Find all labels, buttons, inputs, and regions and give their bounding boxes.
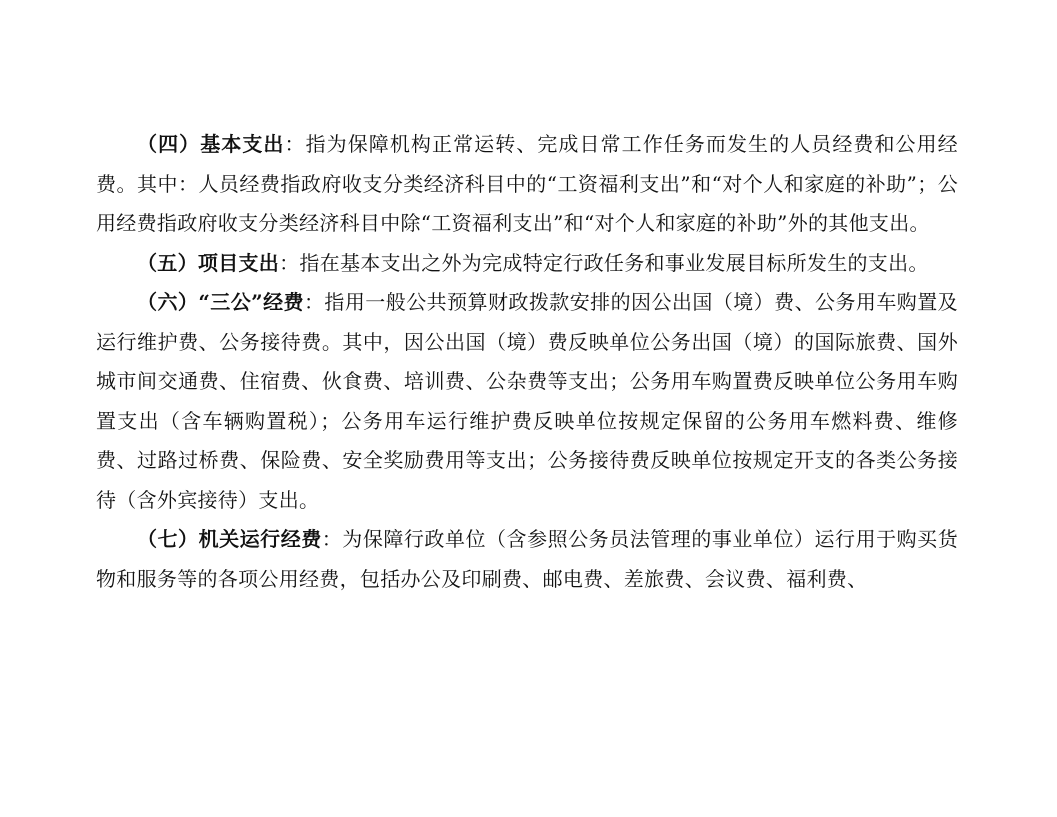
paragraph-text: ：为保障行政单位（含参照公务员法管理的事业单位）运行用于购买货物和服务等的各项公用经费，包括办公及印刷费、邮电费、差旅费、会议费、福利费、 [96,527,958,591]
paragraph-heading: （六）“三公”经费 [137,290,304,314]
document-page [96,125,958,599]
paragraph-heading: （七）机关运行经费 [137,527,322,551]
paragraph-text: ：指为保障机构正常运转、完成日常工作任务而发生的人员经费和公用经费。其中：人员经费指政府收支分类经济科目中的“工资福利支出”和“对个人和家庭的补助”；公用经费指政府收支分类经济科目中除“工资福利支出”和“对个人和家庭的补助”外的其他支出。 [96,132,958,235]
paragraph-text: ：指用一般公共预算财政拨款安排的因公出国（境）费、公务用车购置及运行维护费、公务接待费。其中，因公出国（境）费反映单位公务出国（境）的国际旅费、国外城市间交通费、住宿费、伙食费、培训费、公杂费等支出；公务用车购置费反映单位公务用车购置支出（含车辆购置税）；公务用车运行维护费反映单位按规定保留的公务用车燃料费、维修费、过路过桥费、保险费、安全奖励费用等支出；公务接待费反映单位按规定开支的各类公务接待（含外宾接待）支出。 [96,290,958,512]
paragraph-project-expenditure [96,244,958,284]
paragraph-basic-expenditure [96,125,958,244]
paragraph-agency-operating-expenses [96,520,958,599]
paragraph-three-public-expenses [96,283,958,520]
paragraph-heading: （四）基本支出 [137,132,285,156]
paragraph-text: ：指在基本支出之外为完成特定行政任务和事业发展目标所发生的支出。 [279,250,929,275]
paragraph-heading: （五）项目支出 [137,250,280,275]
